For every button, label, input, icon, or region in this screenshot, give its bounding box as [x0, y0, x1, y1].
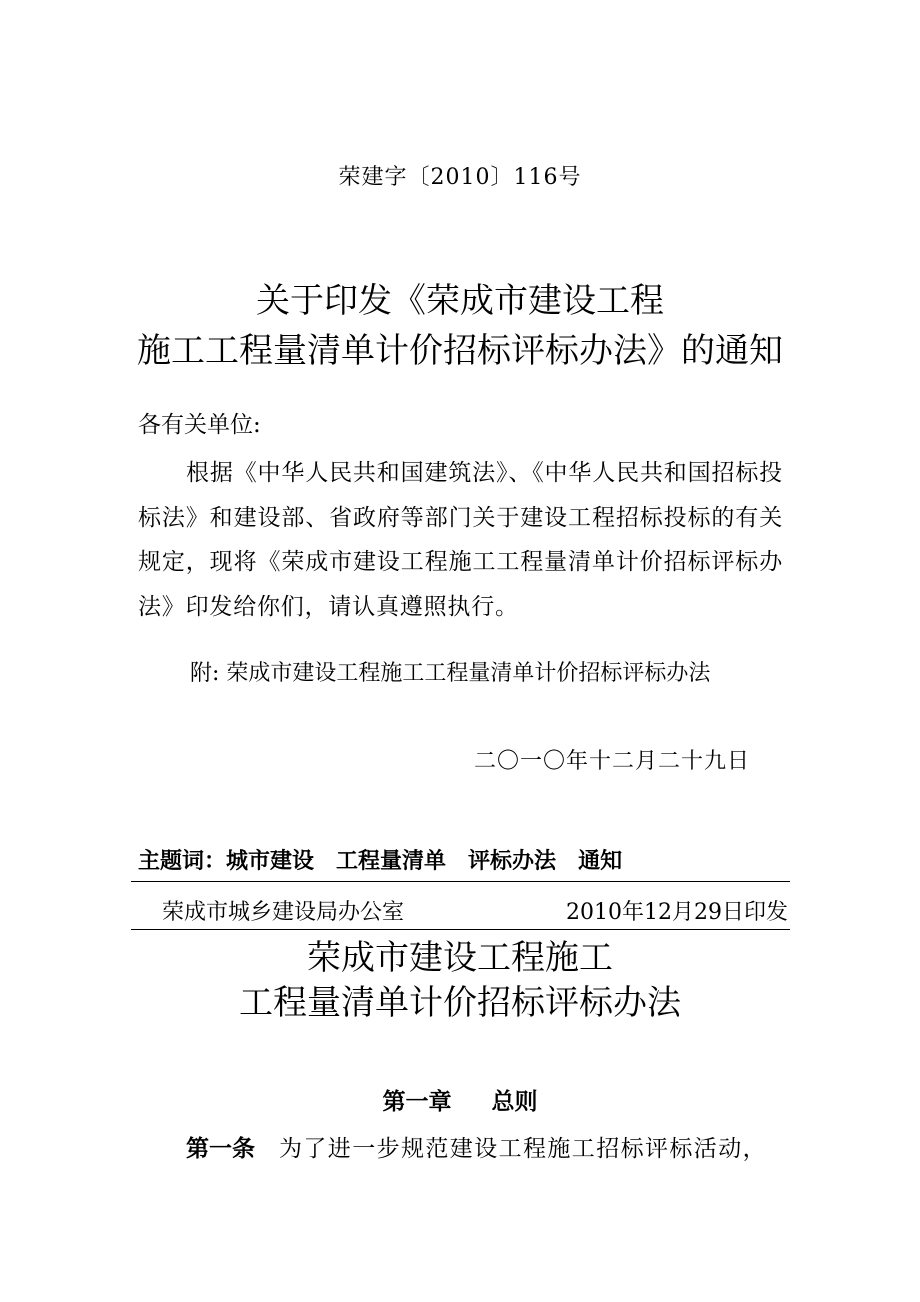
document-number: 荣建字〔2010〕116号 [338, 165, 582, 190]
notice-date: 二〇一〇年十二月二十九日 [474, 749, 751, 774]
keyword-item: 评标办法 [468, 848, 557, 874]
salutation: 各有关单位: [138, 412, 261, 438]
article-label: 第一条 [186, 1135, 255, 1162]
keyword-item: 城市建设 [226, 848, 315, 874]
issuer: 荣成市城乡建设局办公室 [162, 900, 405, 925]
keyword-item: 工程量清单 [336, 848, 447, 874]
article-text: 为了进一步规范建设工程施工招标评标活动， [279, 1136, 767, 1162]
attachment-line: 附: 荣成市建设工程施工工程量清单计价招标评标办法 [190, 661, 711, 686]
divider-top [131, 881, 790, 882]
chapter-number: 第一章 [382, 1088, 452, 1115]
keyword-item: 通知 [578, 848, 623, 874]
keywords-label: 主题词： [138, 848, 227, 874]
notice-title-line-1: 关于印发《荣成市建设工程 [256, 281, 664, 321]
attachment-title-line-2: 工程量清单计价招标评标办法 [239, 983, 681, 1023]
divider-bottom [131, 929, 790, 930]
attachment-title-line-1: 荣成市建设工程施工 [307, 938, 613, 978]
issue-date: 2010年12月29日印发 [566, 900, 788, 925]
chapter-heading [0, 1083, 920, 1116]
notice-body: 根据《中华人民共和国建筑法》、《中华人民共和国招标投标法》和建设部、省政府等部门关于建设工程招标投标的有关规定，现将《荣成市建设工程施工工程量清单计价招标评标办法》印发给你们，请认真遵照执行。 [138, 460, 783, 620]
subject-keywords [138, 844, 644, 875]
notice-title-line-2: 施工工程量清单计价招标评标办法》的通知 [137, 331, 783, 371]
article-1 [186, 1130, 767, 1163]
chapter-title: 总则 [491, 1088, 538, 1115]
